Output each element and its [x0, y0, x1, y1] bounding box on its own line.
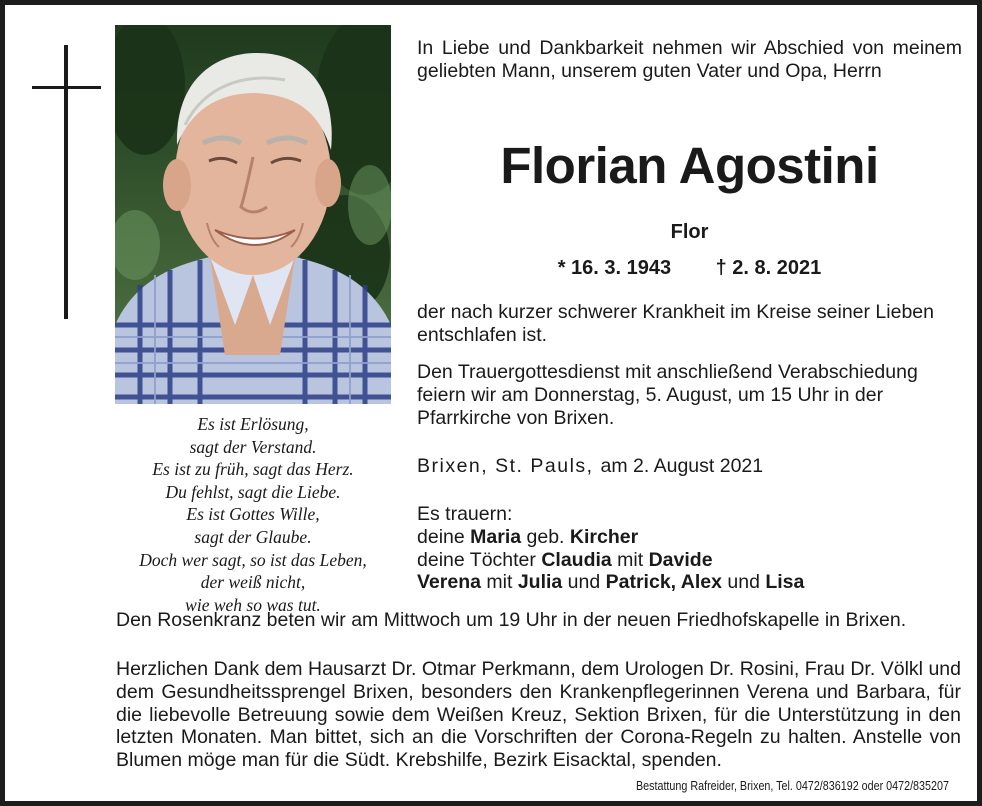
mourner-name: Verena [417, 571, 481, 594]
mourner-name: Lisa [765, 571, 805, 594]
poem-line: Es ist Erlösung, [197, 414, 309, 434]
nickname: Flor [670, 221, 709, 243]
cross-icon-bar [32, 86, 101, 89]
birth-date: * 16. 3. 1943 [557, 257, 672, 279]
text: mit [611, 548, 649, 571]
mourner-line [417, 526, 962, 549]
poem-line: Es ist Gottes Wille, [186, 504, 320, 525]
passing-text: der nach kurzer schwerer Krankheit im Kreise seiner Lieben entschlafen ist. [417, 301, 934, 346]
death-date: † 2. 8. 2021 [715, 257, 822, 279]
life-dates [417, 257, 962, 280]
text: mit [480, 571, 518, 594]
text: und [721, 571, 766, 594]
service-text: Den Trauergottesdienst mit anschließend Verabschiedung feiern wir am Donnerstag, 5. August, um 15 Uhr in der Pfarrkirche von Brixen. [417, 361, 918, 429]
deceased-name: Florian Agostini [500, 137, 879, 194]
portrait-illustration [115, 25, 391, 404]
place-date [417, 455, 962, 478]
text: geb. [521, 525, 570, 548]
poem-line: sagt der Glaube. [194, 526, 312, 547]
mourner-name: Patrick, Alex [605, 571, 722, 594]
mourner-line [417, 549, 962, 572]
notice-date: am 2. August 2021 [600, 455, 764, 477]
poem-line: sagt der Verstand. [189, 436, 317, 457]
poem-line: Doch wer sagt, so ist das Leben, [139, 549, 367, 570]
text: und [562, 571, 606, 594]
mourners-heading: Es trauern: [417, 503, 513, 525]
place: Brixen, St. Pauls, [417, 455, 594, 477]
poem-line: Du fehlst, sagt die Liebe. [165, 481, 341, 502]
mourner-name: Davide [648, 548, 713, 571]
poem-line: Es ist zu früh, sagt das Herz. [152, 459, 354, 480]
mourner-name: Julia [517, 571, 563, 594]
mourner-name: Kircher [569, 525, 639, 548]
text: deine Töchter [417, 548, 542, 571]
portrait-photo [115, 25, 391, 404]
rosary-text: Den Rosenkranz beten wir am Mittwoch um 19 Uhr in der neuen Friedhofskapelle in Brixen. [116, 609, 907, 631]
poem-line: der weiß nicht, [200, 572, 306, 593]
thanks-text: Herzlichen Dank dem Hausarzt Dr. Otmar Perkmann, dem Urologen Dr. Rosini, Frau Dr. Völkl und dem Gesundheitssprengel Brixen, besonders den Krankenpflegerinnen Verena und Barbara, für die liebevolle Betreuung sowie dem Weißen Kreuz, Sektion Brixen, für die Unterstützung in den letzten Monaten. Man bittet, sich an die Vorschriften der Corona-Regeln zu halten. Anstelle von Blumen möge man für die Südt. Krebshilfe, Bezirk Eisacktal, spenden. [116, 658, 961, 772]
mourners [417, 503, 962, 594]
funeral-home-info: Bestattung Rafreider, Brixen, Tel. 0472/836192 oder 0472/835207 [636, 779, 949, 793]
poem-line: wie weh so was tut. [185, 594, 321, 615]
poem [105, 413, 401, 616]
intro-text: In Liebe und Dankbarkeit nehmen wir Abschied von meinem geliebten Mann, unserem guten Vater und Opa, Herrn [417, 37, 962, 82]
mourner-line [417, 571, 962, 594]
text: deine [417, 525, 471, 548]
mourner-name: Claudia [541, 548, 612, 571]
mourner-name: Maria [470, 525, 522, 548]
